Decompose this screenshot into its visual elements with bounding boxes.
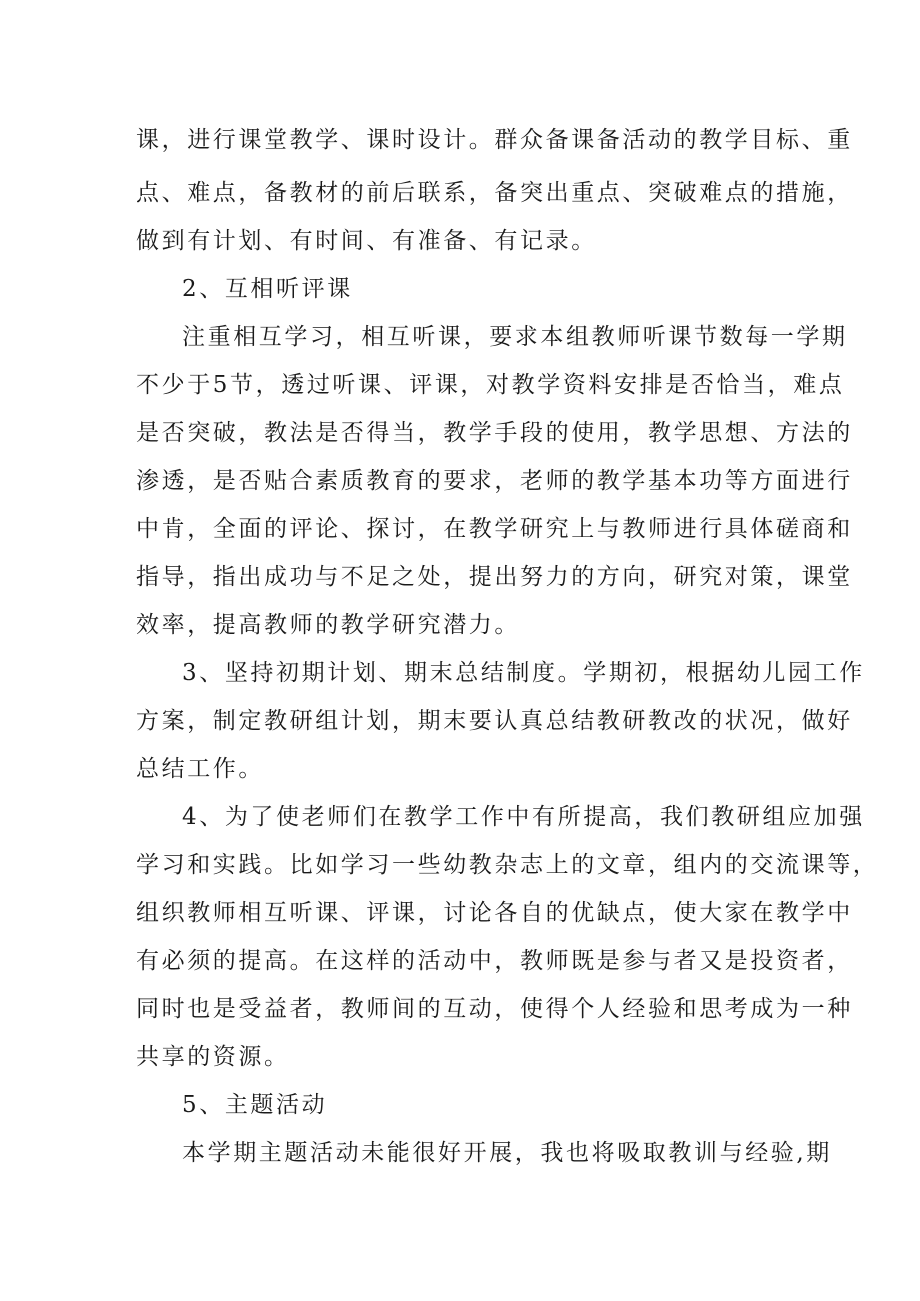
text-line: 指导，指出成功与不足之处，提出努力的方向，研究对策，课堂 [136, 564, 853, 590]
text-line: 点、难点，备教材的前后联系，备突出重点、突破难点的措施， [136, 180, 853, 206]
section-heading: 4、为了使老师们在教学工作中有所提高，我们教研组应加强 [182, 804, 865, 830]
text-line: 渗透，是否贴合素质教育的要求，老师的教学基本功等方面进行 [136, 468, 853, 494]
text-line: 方案，制定教研组计划，期末要认真总结教研教改的状况，做好 [136, 708, 853, 734]
text-line: 总结工作。 [136, 756, 264, 782]
text-line: 有必须的提高。在这样的活动中，教师既是参与者又是投资者， [136, 948, 853, 974]
text-line: 做到有计划、有时间、有准备、有记录。 [136, 228, 597, 254]
text-line: 组织教师相互听课、评课，讨论各自的优缺点，使大家在教学中 [136, 900, 853, 926]
text-line: 同时也是受益者，教师间的互动，使得个人经验和思考成为一种 [136, 996, 853, 1022]
text-line: 本学期主题活动未能很好开展，我也将吸取教训与经验,期 [182, 1140, 832, 1166]
text-line: 共享的资源。 [136, 1044, 290, 1070]
text-line: 不少于5节，透过听课、评课，对教学资料安排是否恰当，难点 [136, 372, 845, 398]
section-heading: 3、坚持初期计划、期末总结制度。学期初，根据幼儿园工作 [182, 660, 865, 686]
text-line: 效率，提高教师的教学研究潜力。 [136, 612, 520, 638]
text-line: 注重相互学习，相互听课，要求本组教师听课节数每一学期 [182, 324, 848, 350]
text-line: 课，进行课堂教学、课时设计。群众备课备活动的教学目标、重 [136, 127, 853, 153]
text-line: 学习和实践。比如学习一些幼教杂志上的文章，组内的交流课等， [136, 852, 879, 878]
section-heading: 5、主题活动 [182, 1092, 328, 1118]
section-heading: 2、互相听评课 [182, 276, 353, 302]
text-line: 是否突破，教法是否得当，教学手段的使用，教学思想、方法的 [136, 420, 853, 446]
text-line: 中肯，全面的评论、探讨，在教学研究上与教师进行具体磋商和 [136, 516, 853, 542]
